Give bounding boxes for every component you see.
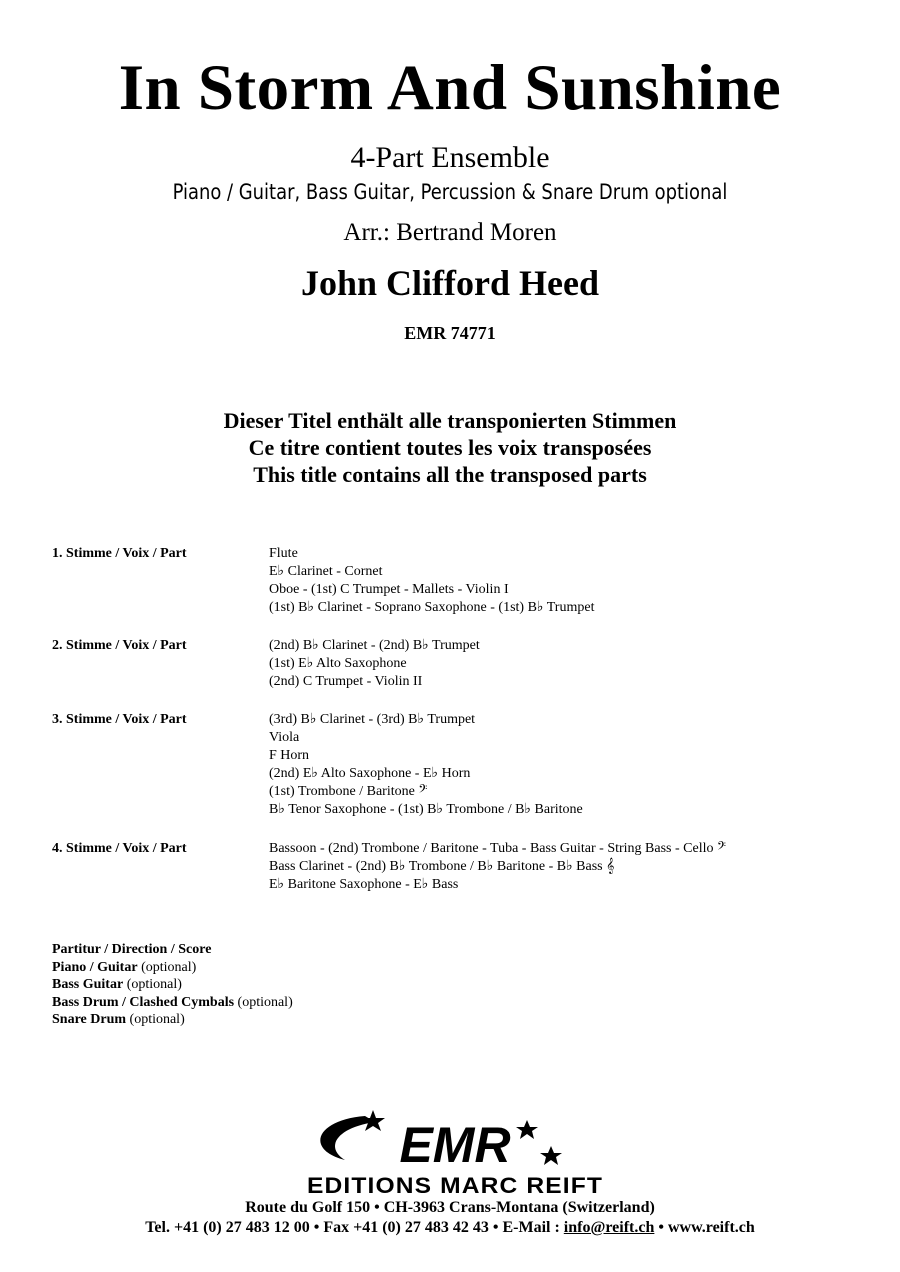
logo-swoosh: [320, 1116, 375, 1160]
part-4-label: 4. Stimme / Voix / Part: [52, 841, 187, 856]
catalog-number: EMR 74771: [404, 323, 496, 343]
extra-part: [52, 976, 293, 994]
extra-part-name: Snare Drum: [52, 1012, 127, 1027]
extra-part-note: (optional): [237, 994, 293, 1010]
publisher-contact: [0, 1218, 900, 1238]
extra-part-note: (optional): [126, 977, 182, 992]
publisher-address: Route du Golf 150 • CH-3963 Crans-Montana (Switzerland): [245, 1199, 655, 1216]
part-instrument: (1st) Trombone / Baritone 𝄢: [269, 784, 428, 799]
notice-french: Ce titre contient toutes les voix transposées: [248, 435, 652, 460]
publisher-logo: [305, 1108, 605, 1196]
part-instrument: E♭ Baritone Saxophone - E♭ Bass: [269, 877, 459, 892]
extra-part-name: Bass Guitar: [52, 977, 124, 992]
part-instrument: Flute: [269, 546, 298, 561]
part-instrument: Viola: [269, 730, 300, 745]
email-link[interactable]: info@reift.ch: [563, 1219, 655, 1236]
contact-phone-fax: Tel. +41 (0) 27 483 12 00 • Fax +41 (0) 27 483 42 43 • E-Mail :: [145, 1219, 564, 1236]
part-instrument: Bass Clarinet - (2nd) B♭ Trombone / B♭ Baritone - B♭ Bass 𝄞: [269, 859, 615, 874]
part-instrument: Bassoon - (2nd) Trombone / Baritone - Tuba - Bass Guitar - String Bass - Cello 𝄢: [269, 841, 726, 856]
part-4-instrument-list: [269, 840, 726, 894]
logo-star-left: [361, 1110, 385, 1131]
extra-part: [52, 941, 293, 959]
notice-german: Dieser Titel enthält alle transponierten Stimmen: [223, 408, 677, 433]
part-instrument: F Horn: [269, 748, 310, 763]
extra-part-name: Bass Drum / Clashed Cymbals: [52, 994, 235, 1010]
extra-part-name: Partitur / Direction / Score: [52, 942, 212, 957]
composer-name: John Clifford Heed: [300, 263, 599, 303]
document-title: In Storm And Sunshine: [118, 52, 782, 124]
part-instrument: (1st) E♭ Alto Saxophone: [269, 656, 407, 671]
extra-part: [52, 959, 293, 977]
arranger-credit: Arr.: Bertrand Moren: [343, 219, 557, 246]
extra-part: [52, 994, 293, 1012]
part-instrument: Oboe - (1st) C Trumpet - Mallets - Violin I: [269, 582, 509, 597]
notice-english: This title contains all the transposed parts: [253, 462, 647, 487]
contact-website: • www.reift.ch: [654, 1219, 755, 1236]
additional-parts-list: [52, 941, 293, 1029]
part-instrument: (2nd) E♭ Alto Saxophone - E♭ Horn: [269, 766, 471, 781]
part-instrument: (3rd) B♭ Clarinet - (3rd) B♭ Trumpet: [269, 712, 476, 727]
part-2-label: 2. Stimme / Voix / Part: [52, 638, 187, 653]
part-2-instrument-list: [269, 637, 480, 691]
extra-part-note: (optional): [129, 1012, 185, 1027]
logo-star-right-top: [516, 1120, 538, 1139]
instrumentation-line: Piano / Guitar, Bass Guitar, Percussion & Snare Drum optional: [172, 180, 728, 204]
part-instrument: E♭ Clarinet - Cornet: [269, 564, 383, 579]
part-instrument: (2nd) C Trumpet - Violin II: [269, 674, 423, 689]
part-instrument: (2nd) B♭ Clarinet - (2nd) B♭ Trumpet: [269, 638, 480, 653]
logo-publisher-name: EDITIONS MARC REIFT: [307, 1173, 603, 1196]
ensemble-subtitle: 4-Part Ensemble: [350, 141, 550, 174]
part-1-instrument-list: [269, 545, 594, 617]
logo-star-right-bottom: [540, 1146, 562, 1165]
extra-part: [52, 1011, 293, 1029]
logo-emr-text: EMR: [399, 1117, 511, 1173]
part-1-label: 1. Stimme / Voix / Part: [52, 546, 187, 561]
extra-part-note: (optional): [141, 959, 197, 975]
part-3-label: 3. Stimme / Voix / Part: [52, 712, 187, 727]
part-instrument: B♭ Tenor Saxophone - (1st) B♭ Trombone / B♭ Baritone: [269, 802, 583, 817]
part-3-instrument-list: [269, 711, 583, 819]
extra-part-name: Piano / Guitar: [52, 959, 138, 975]
part-instrument: (1st) B♭ Clarinet - Soprano Saxophone - (1st) B♭ Trumpet: [269, 600, 595, 615]
